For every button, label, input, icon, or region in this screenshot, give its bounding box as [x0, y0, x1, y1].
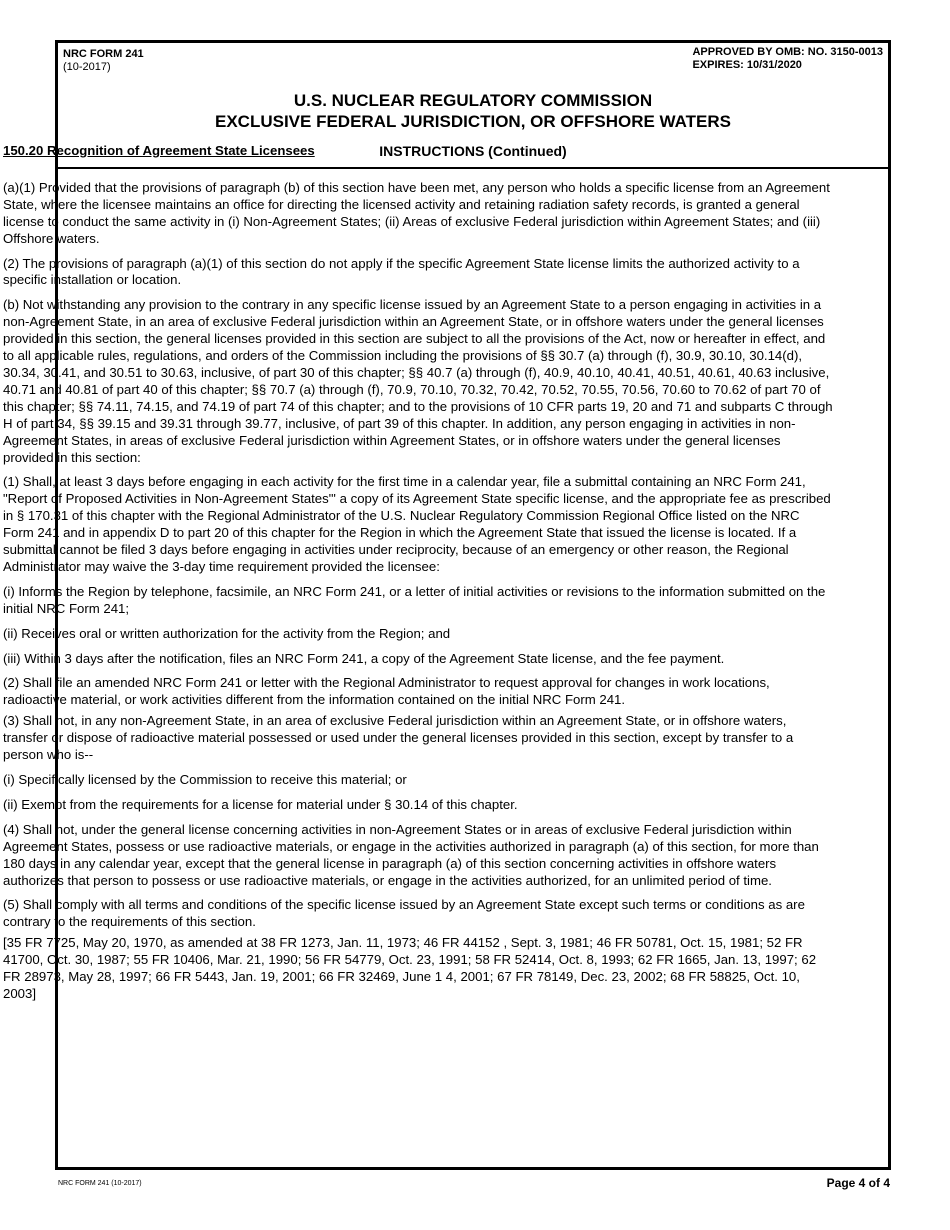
- omb-approval: APPROVED BY OMB: NO. 3150-0013: [692, 46, 883, 58]
- agency-name: U.S. NUCLEAR REGULATORY COMMISSION: [293, 91, 653, 110]
- paragraph-b5: (5) Shall comply with all terms and conditions of the specific license issued by an Agreement State except such terms or conditions as are contrary to the requirements of this section.: [3, 897, 805, 930]
- paragraph-b1-ii: (ii) Receives oral or written authorization for the activity from the Region; and: [3, 625, 451, 641]
- form-identifier: [63, 48, 144, 74]
- paragraph-b3: (3) Shall not, in any non-Agreement State, in an area of exclusive Federal jurisdiction within an Agreement State, or in offshore waters, transfer or dispose of radioactive material possessed or used under the general licenses provided in this section, except by transfer to a person who is--: [3, 713, 794, 763]
- instructions-body: [3, 143, 833, 1011]
- paragraph-b3-ii: (ii) Exempt from the requirements for a license for material under § 30.14 of this chapter.: [3, 796, 518, 812]
- paragraph-b: (b) Not withstanding any provision to the contrary in any specific license issued by an Agreement State to a person engaging in activities in a non-Agreement State, in an area of exclusive Federal jurisdiction within an Agreement State, or in offshore waters under the general licenses provided in this section, the general licenses provided in this section are subject to all the provisions of the Act, now or hereafter in effect, and to all applicable rules, regulations, and orders of the Commission including the provisions of §§ 30.7 (a) through (f), 30.9, 30.10, 30.14(d), 30.34, 30.41, and 30.51 to 30.63, inclusive, of part 30 of this chapter; §§ 40.7 (a) through (f), 40.9, 40.10, 40.41, 40.51, 40.61, 40.63 inclusive, 40.71 and 40.81 of part 40 of this chapter; §§ 70.7 (a) through (f), 70.9, 70.10, 70.32, 70.42, 70.52, 70.55, 70.56, 70.60 to 70.62 of part 70 of this chapter; §§ 74.11, 74.15, and 74.19 of part 74 of this chapter; and to the provisions of 10 CFR parts 19, 20 and 71 and subparts C through H of part 34, §§ 39.15 and 39.31 through 39.77, inclusive, of part 39 of this chapter. In addition, any person engaging in activities in non- Agreement States, in areas of exclusive Federal jurisdiction within Agreement States, or in offshore waters under the general licenses provided in this section:: [3, 297, 833, 465]
- section-heading: 150.20 Recognition of Agreement State Licensees: [3, 143, 315, 158]
- paragraph-a1: (a)(1) Provided that the provisions of paragraph (b) of this section have been met, any person who holds a specific license from an Agreement State, where the licensee maintains an office for directing the licensed activity and retaining radiation safety records, is granted a general license to conduct the same activity in (i) Non-Agreement States; (ii) Areas of exclusive Federal jurisdiction within Agreement States; and (iii) Offshore waters.: [3, 179, 830, 246]
- paragraph-b1-iii: (iii) Within 3 days after the notification, files an NRC Form 241, a copy of the Agreement State license, and the fee payment.: [3, 650, 725, 666]
- form-title: EXCLUSIVE FEDERAL JURISDICTION, OR OFFSHORE WATERS: [214, 112, 732, 131]
- paragraph-b2: (2) Shall file an amended NRC Form 241 or letter with the Regional Administrator to request approval for changes in work locations, radioactive material, or work activities different from the information contained on the initial NRC Form 241.: [3, 675, 770, 708]
- expiration-date: EXPIRES: 10/31/2020: [692, 59, 802, 71]
- citation-history: [35 FR 7725, May 20, 1970, as amended at 38 FR 1273, Jan. 11, 1973; 46 FR 44152 , Sept. 3, 1981; 46 FR 50781, Oct. 15, 1981; 52 FR 41700, Oct. 30, 1987; 55 FR 10406, Mar. 21, 1990; 56 FR 54779, Oct. 23, 1991; 58 FR 52414, Oct. 8, 1993; 62 FR 1665, Jan. 13, 1997; 62 FR 28973, May 28, 1997; 66 FR 5443, Jan. 19, 2001; 66 FR 32469, June 1 4, 2001; 67 FR 78149, Dec. 23, 2002; 68 FR 58825, Oct. 10, 2003]: [3, 935, 817, 1001]
- paragraph-a2: (2) The provisions of paragraph (a)(1) of this section do not apply if the specific Agreement State license limits the authorized activity to a specific installation or location.: [3, 255, 800, 288]
- paragraph-b1-i: (i) Informs the Region by telephone, facsimile, an NRC Form 241, or a letter of initial activities or revisions to the information submitted on the initial NRC Form 241;: [3, 583, 826, 616]
- paragraph-b4: (4) Shall not, under the general license concerning activities in non-Agreement States or in areas of exclusive Federal jurisdiction within Agreement States, possess or use radioactive materials, or engage in the activities authorized in paragraph (a) of this section, for more than 180 days in any calendar year, except that the general license in paragraph (a) of this section concerning activities in offshore waters authorizes that person to possess or use radioactive materials, or engage in the activities authorized, for an unlimited period of time.: [3, 821, 819, 888]
- paragraph-b3-i: (i) Specifically licensed by the Commission to receive this material; or: [3, 772, 407, 787]
- omb-block: [692, 46, 883, 72]
- form-number: NRC FORM 241: [63, 48, 144, 60]
- form-date: (10-2017): [63, 61, 111, 73]
- footer-form-label: NRC FORM 241 (10-2017): [58, 1180, 142, 1187]
- paragraph-b1: (1) Shall, at least 3 days before engaging in each activity for the first time in a calendar year, file a submittal containing an NRC Form 241, "Report of Proposed Activities in Non-Agreement States"' a copy of its Agreement State specific license, and the appropriate fee as prescribed in § 170.31 of this chapter with the Regional Administrator of the U.S. Nuclear Regulatory Commission Regional Office listed on the NRC Form 241 and in appendix D to part 20 of this chapter for the Region in which the Agreement State that issued the license is located. If a submittal cannot be filed 3 days before engaging in activities under reciprocity, because of an emergency or other reason, the Regional Administrator may waive the 3-day time requirement provided the licensee:: [3, 474, 831, 574]
- page-number: Page 4 of 4: [826, 1176, 890, 1190]
- page-subtitle: INSTRUCTIONS (Continued): [379, 143, 567, 159]
